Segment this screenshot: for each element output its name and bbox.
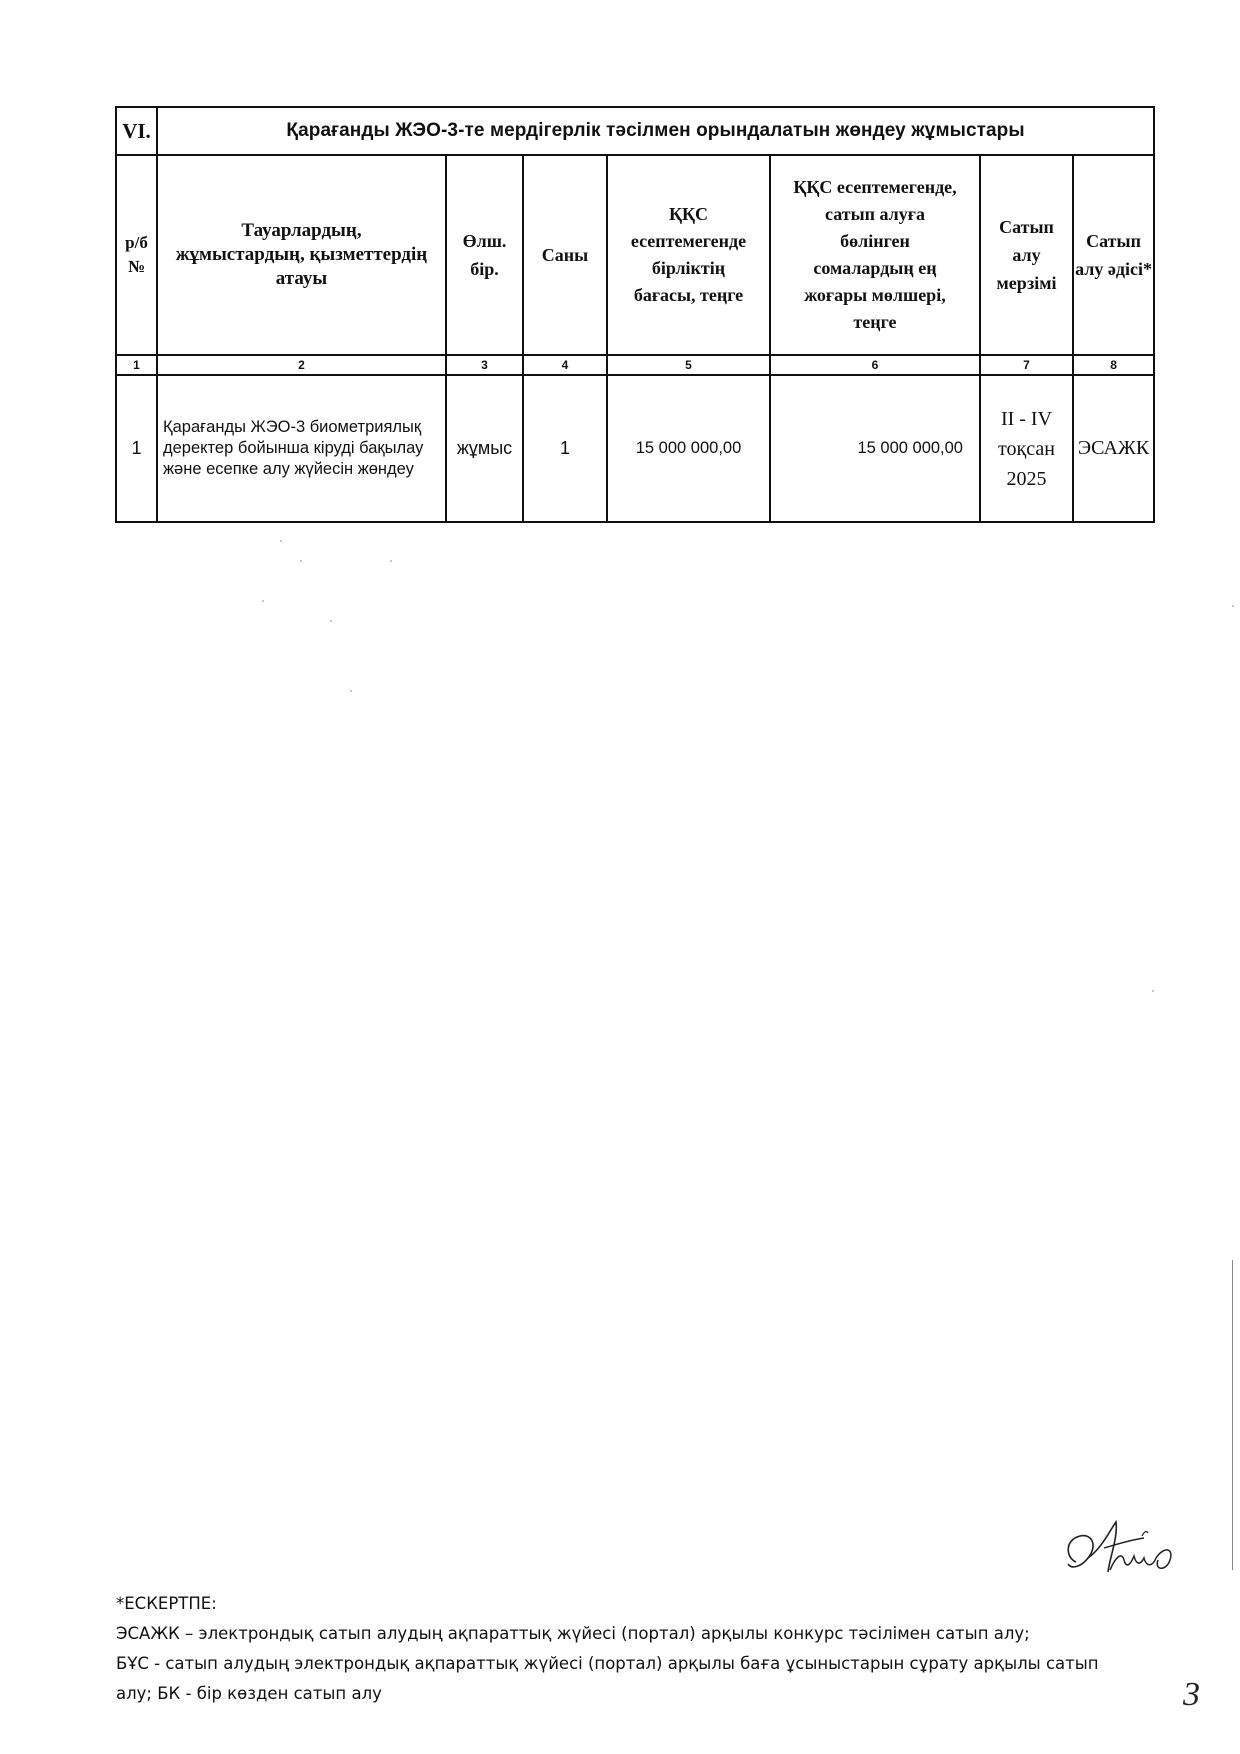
scan-speck [350,690,352,692]
page-number: 3 [1183,1676,1200,1713]
column-number: 5 [607,355,770,375]
scan-speck [280,540,282,542]
header-method [1073,155,1154,355]
row-number: 1 [116,375,157,522]
scan-speck [330,620,332,622]
procurement-method: ЭСАЖК [1073,375,1154,522]
column-number: 1 [116,355,157,375]
header-price-line: есептемегенде [630,231,747,251]
footnote [116,1589,1136,1709]
footnote-line: алу; БК - бір көзден сатып алу [116,1684,382,1703]
item-name [157,375,446,522]
header-name-line: атауы [275,268,328,289]
procurement-term [980,375,1073,522]
header-max-amount [770,155,980,355]
header-price-line: бағасы, теңге [633,285,744,305]
column-number-row [116,355,1154,375]
section-number: VI. [116,107,157,155]
scan-edge-line [1232,1260,1233,1570]
header-name-line: жұмыстардың, қызметтердің [175,244,428,265]
header-unit-price [607,155,770,355]
term-line: II - IV [1000,407,1053,430]
column-number: 6 [770,355,980,375]
scan-speck [1152,990,1154,992]
header-name-line: Тауарлардың, [241,220,362,241]
column-number: 7 [980,355,1073,375]
footnote-line: ЭСАЖК – электрондық сатып алудың ақпараттық жүйесі (портал) арқылы конкурс тәсілімен сатып алу; [116,1624,1030,1643]
header-max-line: теңге [853,312,897,332]
signature-image [1058,1500,1183,1590]
table-row [116,375,1154,522]
column-number: 2 [157,355,446,375]
header-price-line: ҚҚС [668,204,709,224]
unit-of-measure: жұмыс [446,375,523,522]
header-num-line: р/б [125,233,148,252]
header-row [116,155,1154,355]
header-name [157,155,446,355]
term-line: 2025 [1006,467,1047,490]
unit-price: 15 000 000,00 [607,375,770,522]
header-price-line: бірліктің [651,258,726,278]
header-num [116,155,157,355]
header-term [980,155,1073,355]
header-num-line: № [127,257,146,276]
item-name-line: деректер бойынша кіруді бақылау [163,439,424,457]
header-term-line: алу [1012,245,1041,265]
item-name-line: және есепке алу жүйесін жөндеу [163,460,414,478]
header-qty: Саны [523,155,607,355]
header-unit-line: бір. [470,259,499,279]
column-number: 8 [1073,355,1154,375]
header-term-line: Сатып [999,217,1054,237]
header-max-line: сатып алуға [825,204,925,224]
column-number: 4 [523,355,607,375]
header-term-line: мерзімі [996,273,1057,293]
max-amount: 15 000 000,00 [770,375,980,522]
footnote-heading: *ЕСКЕРТПЕ: [116,1594,217,1613]
header-max-line: сомалардың ең [813,258,937,278]
header-max-line: бөлінген [840,231,910,251]
footnote-line: БҰС - сатып алудың электрондық ақпараттық жүйесі (портал) арқылы баға ұсыныстарын сұрату арқылы сатып [116,1654,1099,1673]
header-max-line: ҚҚС есептемегенде, [793,177,957,197]
header-method-line: Сатып [1086,231,1141,251]
scan-speck [300,560,302,562]
section-title: Қарағанды ЖЭО-3-те мердігерлік тәсілмен орындалатын жөндеу жұмыстары [157,107,1154,155]
item-name-line: Қарағанды ЖЭО-3 биометриялық [163,418,422,436]
quantity: 1 [523,375,607,522]
header-unit-line: Өлш. [462,231,507,251]
procurement-table [115,106,1155,523]
header-max-line: жоғары мөлшері, [804,285,946,305]
scan-speck [1232,605,1234,607]
header-method-line: алу әдісі* [1075,259,1152,279]
term-line: тоқсан [998,437,1055,460]
scan-speck [262,600,264,602]
section-row [116,107,1154,155]
header-unit [446,155,523,355]
column-number: 3 [446,355,523,375]
scan-speck [390,560,392,562]
